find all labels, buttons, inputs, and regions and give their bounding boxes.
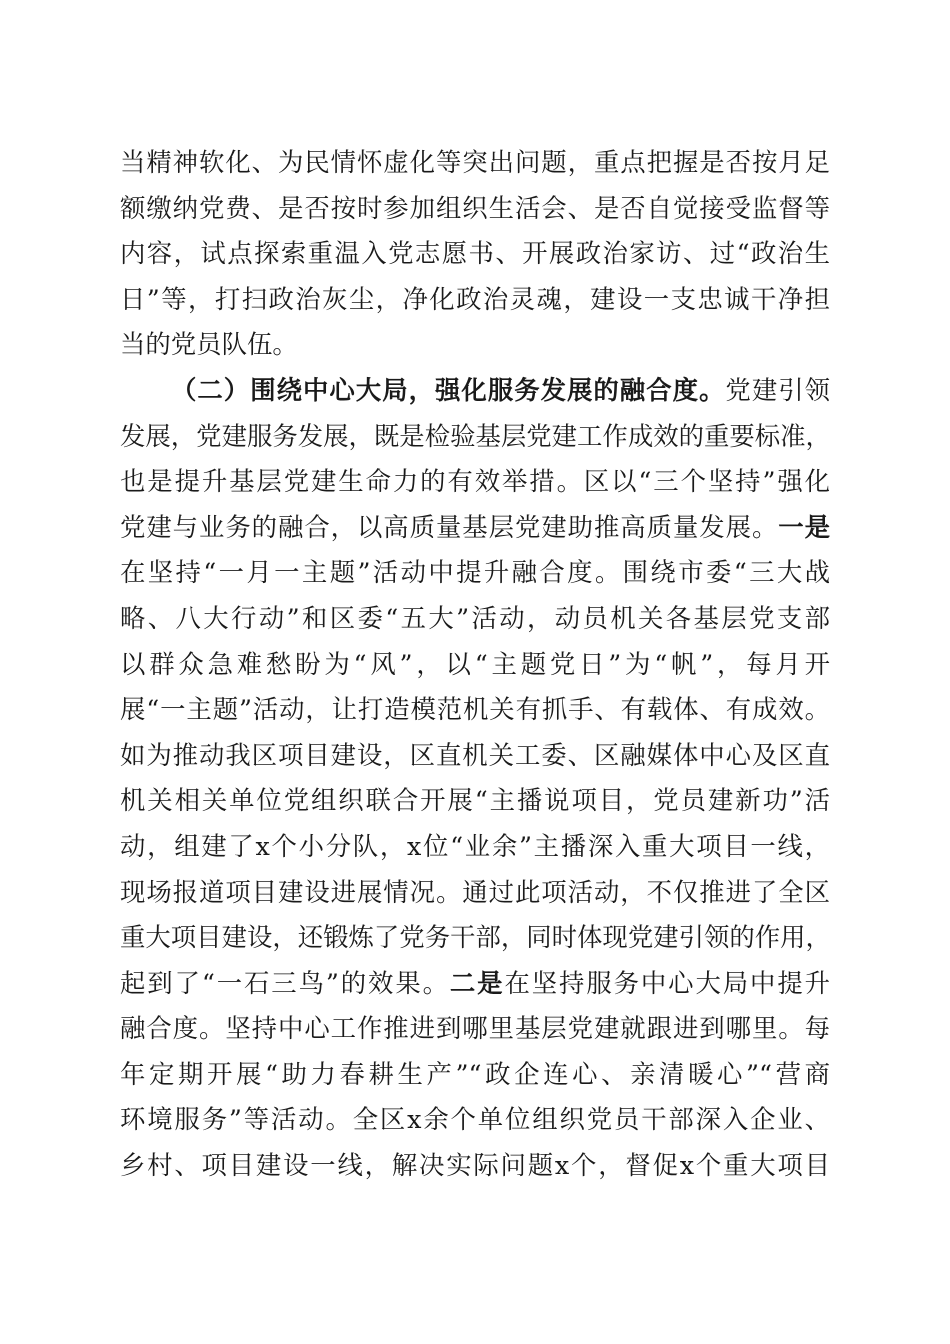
point-marker-two: 二是 xyxy=(449,967,505,998)
paragraph-2-line xyxy=(120,961,830,1007)
point-marker-one: 一是 xyxy=(778,511,831,542)
line-text: 起到了“一石三鸟”的效果。 xyxy=(120,967,450,998)
paragraph-2-line xyxy=(120,505,830,551)
paragraph-2-line: 以群众急难愁盼为“风”，以“主题党日”为“帆”，每月开 xyxy=(120,648,830,679)
paragraph-1-line: 日”等，打扫政治灰尘，净化政治灵魂，建设一支忠诚干净担 xyxy=(120,283,830,314)
paragraph-2-line: 重大项目建设，还锻炼了党务干部，同时体现党建引领的作用， xyxy=(120,922,831,953)
paragraph-2-line: 乡村、项目建设一线，解决实际问题x个，督促x个重大项目 xyxy=(120,1150,830,1181)
section-heading-line xyxy=(120,368,830,414)
paragraph-1-line: 额缴纳党费、是否按时参加组织生活会、是否自觉接受监督等 xyxy=(120,192,830,223)
paragraph-2-line: 融合度。坚持中心工作推进到哪里基层党建就跟进到哪里。每 xyxy=(120,1013,830,1044)
paragraph-2-line: 环境服务”等活动。全区x余个单位组织党员干部深入企业、 xyxy=(120,1104,830,1135)
section-heading: （二）围绕中心大局，强化服务发展的融合度。 xyxy=(171,374,726,405)
heading-line-rest: 党建引领 xyxy=(725,374,831,405)
paragraph-1-line: 内容，试点探索重温入党志愿书、开展政治家访、过“政治生 xyxy=(120,238,830,269)
paragraph-2-line: 机关相关单位党组织联合开展“主播说项目，党员建新功”活 xyxy=(120,785,830,816)
paragraph-2-line: 如为推动我区项目建设，区直机关工委、区融媒体中心及区直 xyxy=(120,739,830,770)
paragraph-1-line: 当的党员队伍。 xyxy=(120,329,298,360)
line-text: 在坚持服务中心大局中提升 xyxy=(504,967,830,998)
paragraph-2-line: 发展，党建服务发展，既是检验基层党建工作成效的重要标准， xyxy=(120,420,831,451)
paragraph-2-line: 展“一主题”活动，让打造模范机关有抓手、有载体、有成效。 xyxy=(120,694,830,725)
paragraph-2-line: 略、八大行动”和区委“五大”活动，动员机关各基层党支部 xyxy=(120,602,830,633)
paragraph-2-line: 在坚持“一月一主题”活动中提升融合度。围绕市委“三大战 xyxy=(120,557,830,588)
paragraph-1-line: 当精神软化、为民情怀虚化等突出问题，重点把握是否按月足 xyxy=(120,147,830,177)
paragraph-2-line: 现场报道项目建设进展情况。通过此项活动，不仅推进了全区 xyxy=(120,876,830,907)
paragraph-2-line: 也是提升基层党建生命力的有效举措。区以“三个坚持”强化 xyxy=(120,466,830,497)
document-body xyxy=(120,140,830,1189)
line-text: 党建与业务的融合，以高质量基层党建助推高质量发展。 xyxy=(120,511,779,542)
paragraph-2-line: 动，组建了x个小分队，x位“业余”主播深入重大项目一线， xyxy=(120,830,830,861)
paragraph-2-line: 年定期开展“助力春耕生产”“政企连心、亲清暖心”“营商 xyxy=(120,1058,830,1089)
